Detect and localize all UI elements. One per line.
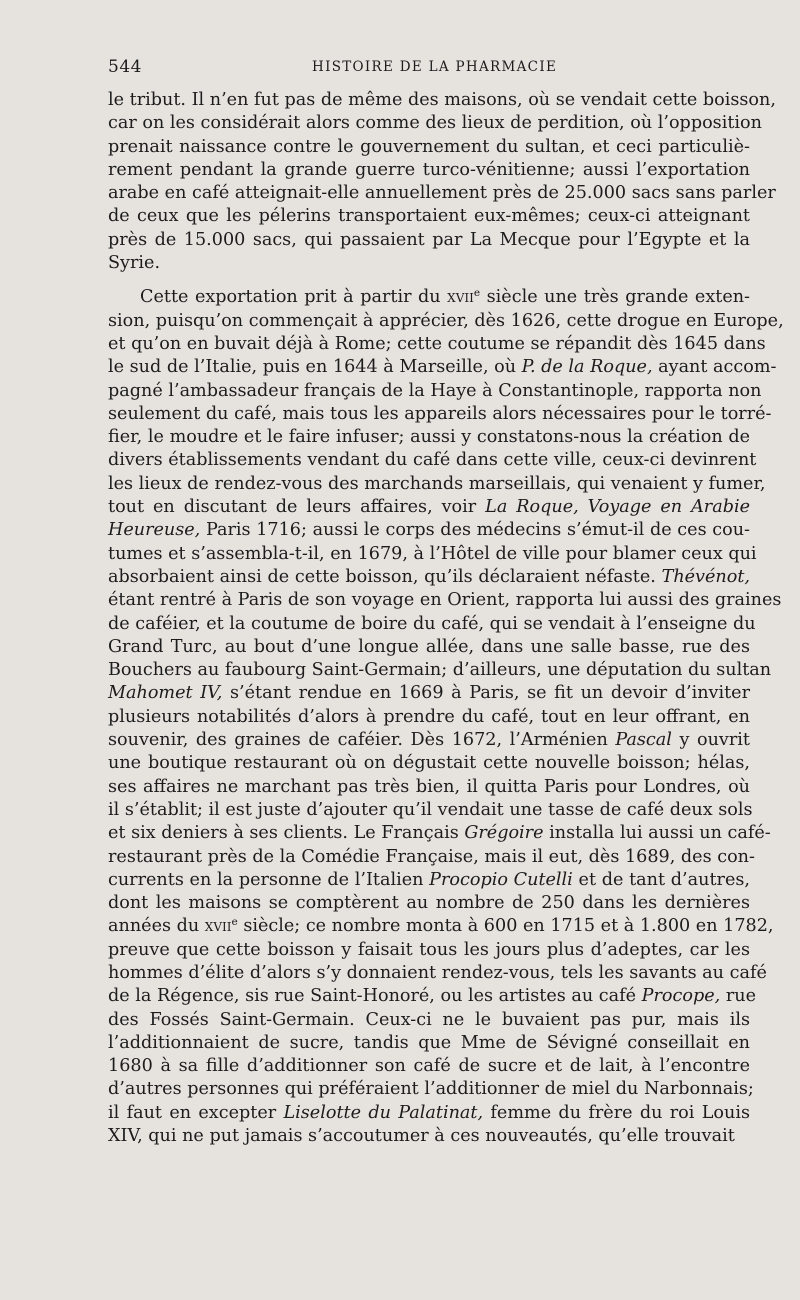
text-line [108, 229, 750, 252]
text-run: pagné l’ambassadeur français de la Haye à Constantinople, rapporta non [108, 380, 762, 401]
text-run: Cette exportation prit à partir du [140, 287, 448, 308]
text-line [108, 706, 750, 729]
italic-name: Procopio Cutelli [429, 869, 573, 890]
text-run: sion, puisqu’on commençait à apprécier, dès 1626, cette drogue en Europe, [108, 310, 784, 331]
text-run: plusieurs notabilités d’alors à prendre du café, tout en leur offrant, en [108, 706, 750, 727]
text-line [108, 519, 750, 542]
text-run: d’autres personnes qui préféraient l’additionner de miel du Narbonnais; [108, 1079, 754, 1100]
text-line [108, 286, 750, 309]
italic-name: Pascal [615, 730, 672, 751]
text-line [108, 729, 750, 752]
text-run: le tribut. Il n’en fut pas de même des maisons, où se vendait cette boisson, [108, 90, 776, 110]
text-line [108, 182, 776, 205]
text-run: restaurant près de la Comédie Française, mais il eut, dès 1689, des con- [108, 846, 755, 867]
text-line [108, 1078, 754, 1101]
text-run: Syrie. [108, 253, 161, 274]
text-run: y ouvrit [671, 730, 750, 751]
text-run: siècle une très grande exten- [480, 287, 751, 308]
text-run: XIV, qui ne put jamais s’accoutumer à ces nouveautés, qu’elle trouvait [108, 1126, 735, 1147]
running-head: HISTOIRE DE LA PHARMACIE [312, 59, 558, 75]
italic-name: Mahomet IV, [108, 683, 223, 704]
text-line [108, 892, 750, 915]
text-line [108, 403, 772, 426]
text-run: divers établissements vendant du café dans cette ville, ceux-ci devinrent [108, 450, 757, 471]
text-line [108, 426, 750, 449]
paragraph [108, 286, 784, 1148]
text-run: tout en discutant de leurs affaires, voir [108, 497, 486, 518]
text-run: Grand Turc, au bout d’une longue allée, dans une salle basse, rue des [108, 636, 750, 657]
text-line [108, 496, 750, 519]
text-run: rue [720, 986, 756, 1007]
text-run: ses affaires ne marchant pas très bien, il quitta Paris pour Londres, où [108, 776, 750, 797]
text-line [108, 915, 774, 938]
text-run: les lieux de rendez-vous des marchands marseillais, qui venaient y fumer, [108, 473, 766, 494]
text-run: s’étant rendue en 1669 à Paris, se fit un devoir d’inviter [222, 683, 751, 704]
text-run: fier, le moudre et le faire infuser; aussi y constatons-nous la création de [108, 427, 750, 448]
text-line [108, 939, 750, 962]
paragraph [108, 89, 776, 275]
text-line [108, 1055, 750, 1078]
text-run: currents en la personne de l’Italien [108, 869, 430, 890]
text-run: installa lui aussi un café- [543, 823, 771, 844]
text-run: une boutique restaurant où on dégustait cette nouvelle boisson; hélas, [108, 753, 750, 774]
text-line [108, 310, 784, 333]
text-line [108, 252, 750, 275]
text-run: souvenir, des graines de caféier. Dès 1672, l’Arménien [108, 730, 616, 751]
text-run: car on les considérait alors comme des lieux de perdition, où l’opposition [108, 113, 762, 134]
text-line [108, 356, 777, 379]
italic-name: P. de la Roque, [521, 357, 653, 378]
text-line [108, 846, 755, 869]
text-line [108, 776, 750, 799]
text-run: 1680 à sa fille d’additionner son café de sucre et de lait, à l’encontre [108, 1056, 750, 1077]
text-run: il s’établit; il est juste d’ajouter qu’il vendait une tasse de café deux sols [108, 799, 753, 820]
text-line [108, 566, 750, 589]
text-run: Paris 1716; aussi le corps des médecins s’émut-il de ces cou- [200, 520, 750, 541]
text-run: de caféier, et la coutume de boire du café, qui se vendait à l’enseigne du [108, 613, 756, 634]
text-run: de ceux que les pélerins transportaient eux-mêmes; ceux-ci atteignant [108, 206, 750, 227]
text-line [108, 636, 750, 659]
body-text [108, 89, 784, 1148]
text-run: hommes d’élite d’alors s’y donnaient rendez-vous, tels les savants au café [108, 962, 767, 983]
text-run: près de 15.000 sacs, qui passaient par La Mecque pour l’Egypte et la [108, 229, 750, 250]
text-line [108, 1125, 750, 1148]
text-line [108, 682, 750, 705]
text-line [108, 799, 753, 822]
superscript: e [473, 287, 481, 300]
page-number: 544 [108, 57, 142, 77]
text-line [108, 473, 766, 496]
text-run: rement pendant la grande guerre turco-vénitienne; aussi l’exportation [108, 159, 750, 180]
text-run: et six deniers à ses clients. Le Français [108, 823, 465, 844]
text-line [108, 613, 756, 636]
century-numeral: xvii [204, 916, 232, 937]
text-run: tumes et s’assembla-t-il, en 1679, à l’Hôtel de ville pour blamer ceux qui [108, 543, 757, 564]
text-line [108, 1009, 750, 1032]
text-run: des Fossés Saint-Germain. Ceux-ci ne le buvaient pas pur, mais ils [108, 1009, 750, 1030]
italic-name: Liselotte du Palatinat, [283, 1102, 484, 1123]
text-run: étant rentré à Paris de son voyage en Orient, rapporta lui aussi des graines [108, 590, 782, 611]
text-line [108, 752, 750, 775]
page-header [108, 57, 740, 79]
text-run: l’additionnaient de sucre, tandis que Mme de Sévigné conseillait en [108, 1032, 750, 1053]
italic-name: Heureuse, [108, 520, 201, 541]
text-line [108, 962, 767, 985]
text-run: absorbaient ainsi de cette boisson, qu’ils déclaraient néfaste. [108, 566, 662, 587]
text-run: le sud de l’Italie, puis en 1644 à Marseille, où [108, 357, 522, 378]
text-line [108, 985, 756, 1008]
text-run: de la Régence, sis rue Saint-Honoré, ou les artistes au café [108, 986, 642, 1007]
text-line [108, 822, 771, 845]
superscript: e [231, 916, 238, 929]
text-run: siècle; ce nombre monta à 600 en 1715 et à 1.800 en 1782, [237, 916, 774, 937]
text-line [108, 449, 757, 472]
text-line [108, 543, 757, 566]
text-run: femme du frère du roi Louis [483, 1102, 750, 1123]
italic-name: La Roque, Voyage en Arabie [485, 497, 750, 518]
text-run: et qu’on en buvait déjà à Rome; cette coutume se répandit dès 1645 dans [108, 333, 766, 354]
text-line [108, 136, 750, 159]
text-run: dont les maisons se comptèrent au nombre de 250 dans les dernières [108, 893, 750, 914]
text-run: ayant accom- [652, 357, 777, 378]
italic-name: Procope, [641, 986, 721, 1007]
text-line [108, 659, 772, 682]
text-line [108, 112, 762, 135]
text-line [108, 380, 762, 403]
text-run: et de tant d’autres, [572, 869, 750, 890]
text-line [108, 333, 766, 356]
text-line [108, 869, 750, 892]
text-run: Bouchers au faubourg Saint-Germain; d’ailleurs, une députation du sultan [108, 660, 772, 681]
text-line [108, 1032, 750, 1055]
century-numeral: xvii [447, 287, 474, 308]
italic-name: Thévénot, [661, 566, 750, 587]
text-run: preuve que cette boisson y faisait tous les jours plus d’adeptes, car les [108, 939, 750, 960]
text-line [108, 159, 750, 182]
text-run: années du [108, 916, 205, 937]
text-run: prenait naissance contre le gouvernement du sultan, et ceci particuliè- [108, 136, 750, 157]
text-run: il faut en excepter [108, 1102, 284, 1123]
text-run: seulement du café, mais tous les appareils alors nécessaires pour le torré- [108, 403, 772, 424]
text-line [108, 205, 750, 228]
text-line [108, 89, 776, 112]
text-run: arabe en café atteignait-elle annuellement près de 25.000 sacs sans parler [108, 183, 776, 204]
text-line [108, 589, 782, 612]
text-line [108, 1102, 750, 1125]
italic-name: Grégoire [464, 823, 544, 844]
